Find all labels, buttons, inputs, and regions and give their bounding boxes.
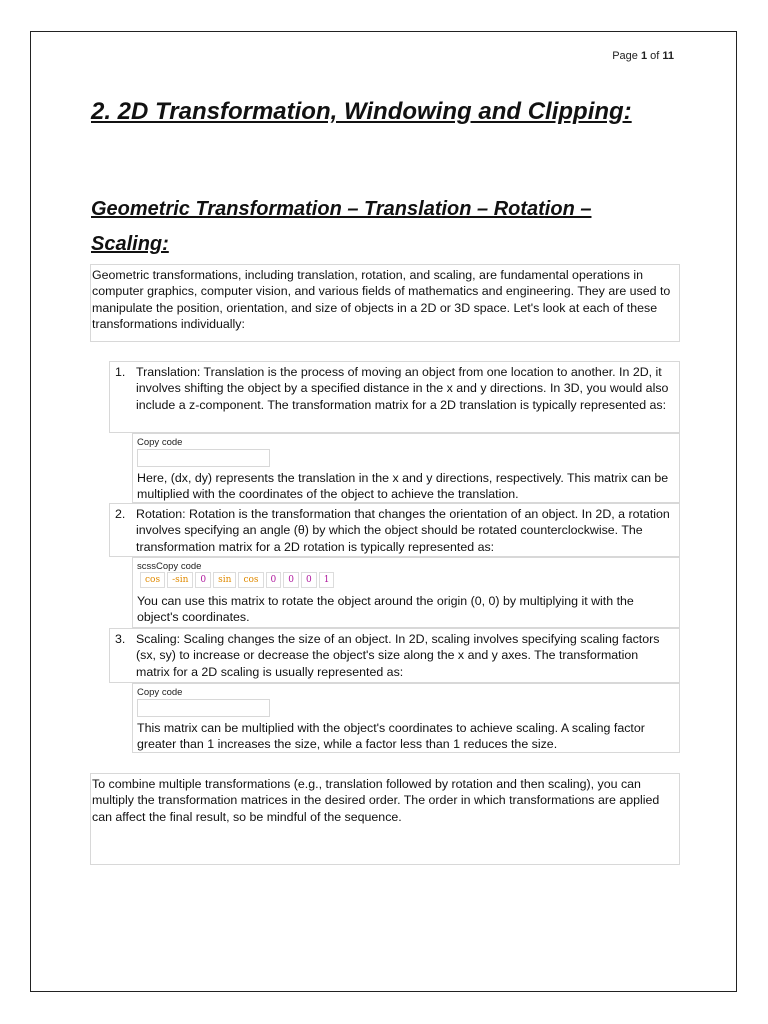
section-title: Geometric Transformation – Translation – Rotation – Scaling: (91, 198, 592, 255)
list-number: 1. (115, 365, 126, 379)
copy-code-button[interactable]: Copy code (137, 687, 183, 698)
page-number (612, 50, 674, 62)
copy-code-button[interactable]: Copy code (137, 437, 183, 448)
list-item-text: Rotation: Rotation is the transformation that changes the orientation of an object. In 2D, a rotation involves specifying an angle (θ) by which the object should be rotated counterclockwise. The transformation matrix for a 2D rotation is typically represented as: (136, 507, 670, 554)
combine-paragraph: To combine multiple transformations (e.g., translation followed by rotation and then scaling), you can multiply the transformation matrices in the desired order. The order in which transformations are applied can affect the final result, so be mindful of the sequence. (90, 773, 680, 865)
matrix-cell: cos (238, 572, 263, 588)
code-block-scaling (132, 683, 680, 753)
page-total: 11 (662, 50, 674, 62)
intro-paragraph: Geometric transformations, including translation, rotation, and scaling, are fundamental operations in computer graphics, computer vision, and various fields of mathematics and engineering. They are used to manipulate the position, orientation, and size of objects in a 2D or 3D space. Let's look at each of these transformations individually: (90, 264, 680, 342)
document-page (30, 31, 737, 992)
page-of: of (647, 50, 663, 62)
code-description: You can use this matrix to rotate the object around the origin (0, 0) by multiplying it with the object's coordinates. (137, 594, 634, 625)
page-current: 1 (640, 50, 648, 62)
matrix-cell: 0 (195, 572, 211, 588)
list-item-text: Scaling: Scaling changes the size of an object. In 2D, scaling involves specifying scaling factors (sx, sy) to increase or decrease the object's size along the x and y axes. The transformation matrix for a 2D scaling is usually represented as: (136, 632, 660, 679)
list-number: 2. (115, 507, 126, 521)
code-block-rotation (132, 557, 680, 628)
list-number: 3. (115, 632, 126, 646)
list-item-text: Translation: Translation is the process of moving an object from one location to another. In 2D, it involves shifting the object by a specified distance in the x and y directions. In 3D, you would also include a z-component. The transformation matrix for a 2D translation is typically represented as: (136, 365, 669, 412)
page-number-prefix: Page (612, 50, 641, 62)
code-block-translation (132, 433, 680, 503)
list-item-translation (109, 361, 680, 433)
rotation-matrix (140, 572, 336, 589)
matrix-cell: 0 (283, 572, 299, 588)
code-area (137, 699, 270, 717)
list-item-scaling (109, 628, 680, 683)
copy-code-button[interactable]: scssCopy code (137, 561, 202, 572)
matrix-cell: sin (213, 572, 236, 588)
code-description: Here, (dx, dy) represents the translation in the x and y directions, respectively. This matrix can be multiplied with the coordinates of the object to achieve the translation. (137, 471, 669, 502)
code-description: This matrix can be multiplied with the object's coordinates to achieve scaling. A scaling factor greater than 1 increases the size, while a factor less than 1 reduces the size. (137, 721, 645, 752)
document-title: 2. 2D Transformation, Windowing and Clipping: (91, 98, 632, 125)
matrix-cell: -sin (167, 572, 193, 588)
code-area (137, 449, 270, 467)
matrix-cell: 0 (301, 572, 317, 588)
matrix-cell: 0 (266, 572, 282, 588)
list-item-rotation (109, 503, 680, 557)
matrix-cell: 1 (319, 572, 335, 588)
matrix-cell: cos (140, 572, 165, 588)
